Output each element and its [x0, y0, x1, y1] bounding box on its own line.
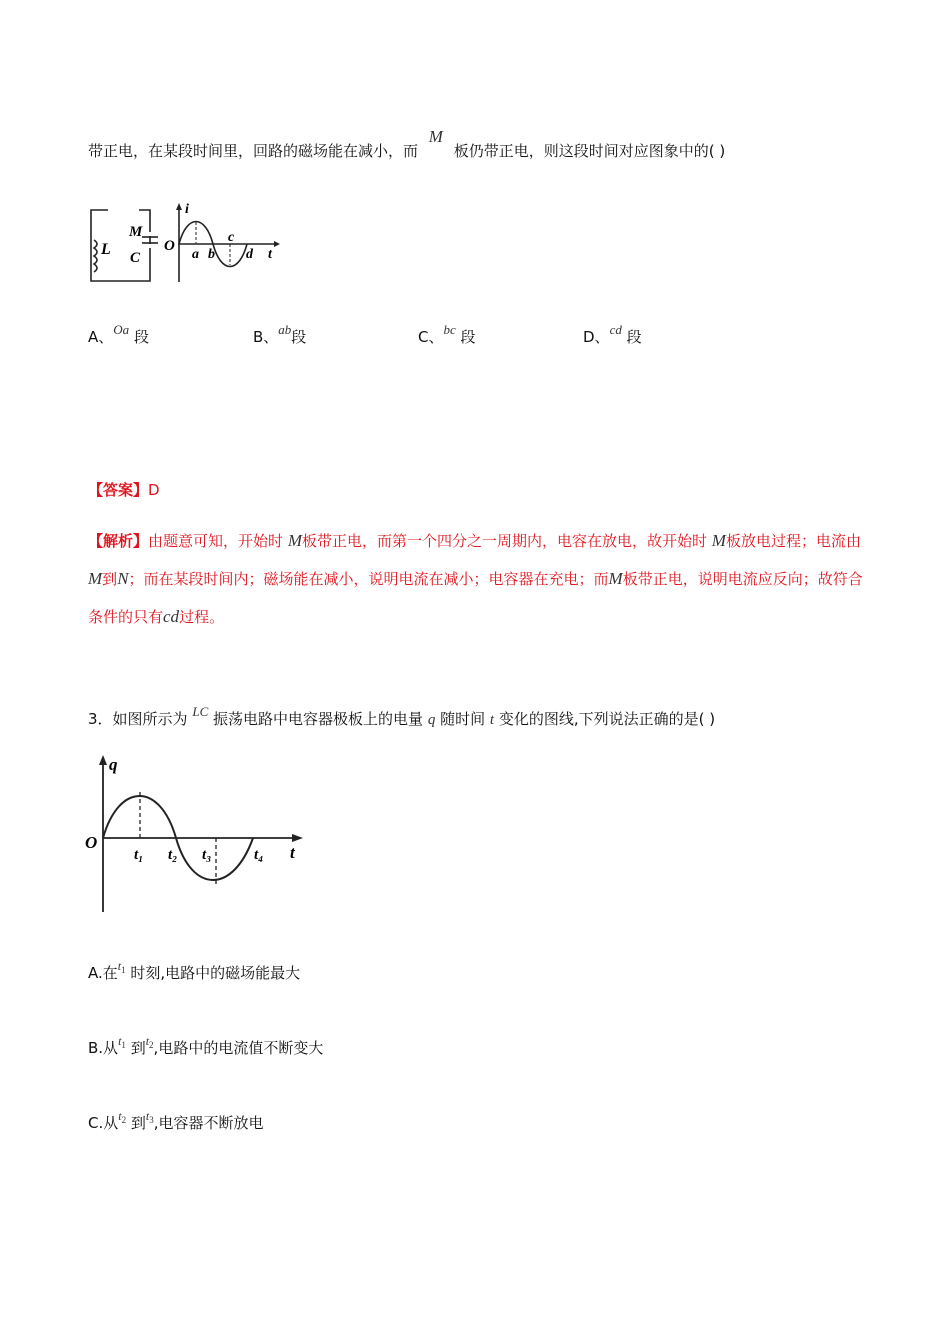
answer-value: D: [148, 481, 160, 499]
q2-stem: [88, 127, 726, 161]
q2-option-c[interactable]: C、bc 段: [418, 322, 476, 346]
q3-number: 3．: [88, 710, 113, 728]
label-d: d: [246, 247, 253, 262]
q3-option-b[interactable]: B.从$^{t1}$ 到$^{t2}$,电路中的电流值不断变大: [88, 1034, 324, 1057]
q2-figure: [84, 198, 294, 288]
label-t: t: [268, 247, 272, 262]
label-a: a: [192, 247, 199, 262]
q2-option-a[interactable]: A、Oa 段: [88, 322, 149, 346]
q2-option-b-var: ab: [278, 322, 292, 337]
analysis-label: 【解析】: [88, 532, 149, 550]
label-t: t: [290, 843, 295, 862]
label-t4: t₄: [254, 847, 264, 863]
label-L: L: [101, 241, 111, 258]
q2-option-d[interactable]: D、cd 段: [583, 322, 642, 346]
q2-option-c-var: bc: [443, 322, 456, 337]
q2-stem-var-m: M: [428, 127, 443, 146]
q3-option-c[interactable]: C.从$^{t2}$ 到$^{t3}$,电容器不断放电: [88, 1109, 264, 1132]
inductor-coil: [94, 240, 97, 272]
answer: [88, 480, 160, 500]
answer-label: 【答案】: [88, 481, 149, 499]
q2-option-a-var: Oa: [113, 322, 130, 337]
label-t3: t₃: [202, 847, 212, 863]
circuit-wire: [91, 210, 150, 281]
analysis: 【解析】由题意可知，开始时 M板带正电，而第一个四分之一周期内，电容在放电，故开始时 M板放电过程；电流由M到N；而在某段时间内；磁场能在减小，说明电流在减小；电容器在充电；而M板带正电，说明电流应反向；故符合条件的只有cd过程。: [88, 531, 863, 626]
label-C: C: [130, 250, 141, 266]
label-q: q: [109, 755, 118, 774]
q2-stem-part1: 带正电，在某段时间里，回路的磁场能在减小，而: [88, 142, 419, 160]
q3-option-a[interactable]: A.在$^{t1}$ 时刻,电路中的磁场能最大: [88, 959, 301, 982]
q3-figure: [82, 752, 312, 917]
label-t1: t₁: [134, 847, 144, 863]
label-c: c: [228, 230, 235, 245]
q2-stem-part2: 板仍带正电，则这段时间对应图象中的( ): [453, 142, 726, 160]
label-O: O: [164, 238, 175, 254]
q3-stem: 3．如图所示为 LC 振荡电路中电容器极板上的电量 q 随时间 t 变化的图线,下列说法正确的是( ): [88, 704, 716, 728]
label-O: O: [85, 833, 98, 852]
label-b: b: [208, 247, 215, 262]
q2-option-b[interactable]: B、ab段: [253, 322, 307, 346]
q2-option-d-var: cd: [609, 322, 622, 337]
label-i: i: [185, 202, 189, 217]
label-M: M: [129, 224, 143, 240]
label-t2: t₂: [168, 847, 178, 863]
